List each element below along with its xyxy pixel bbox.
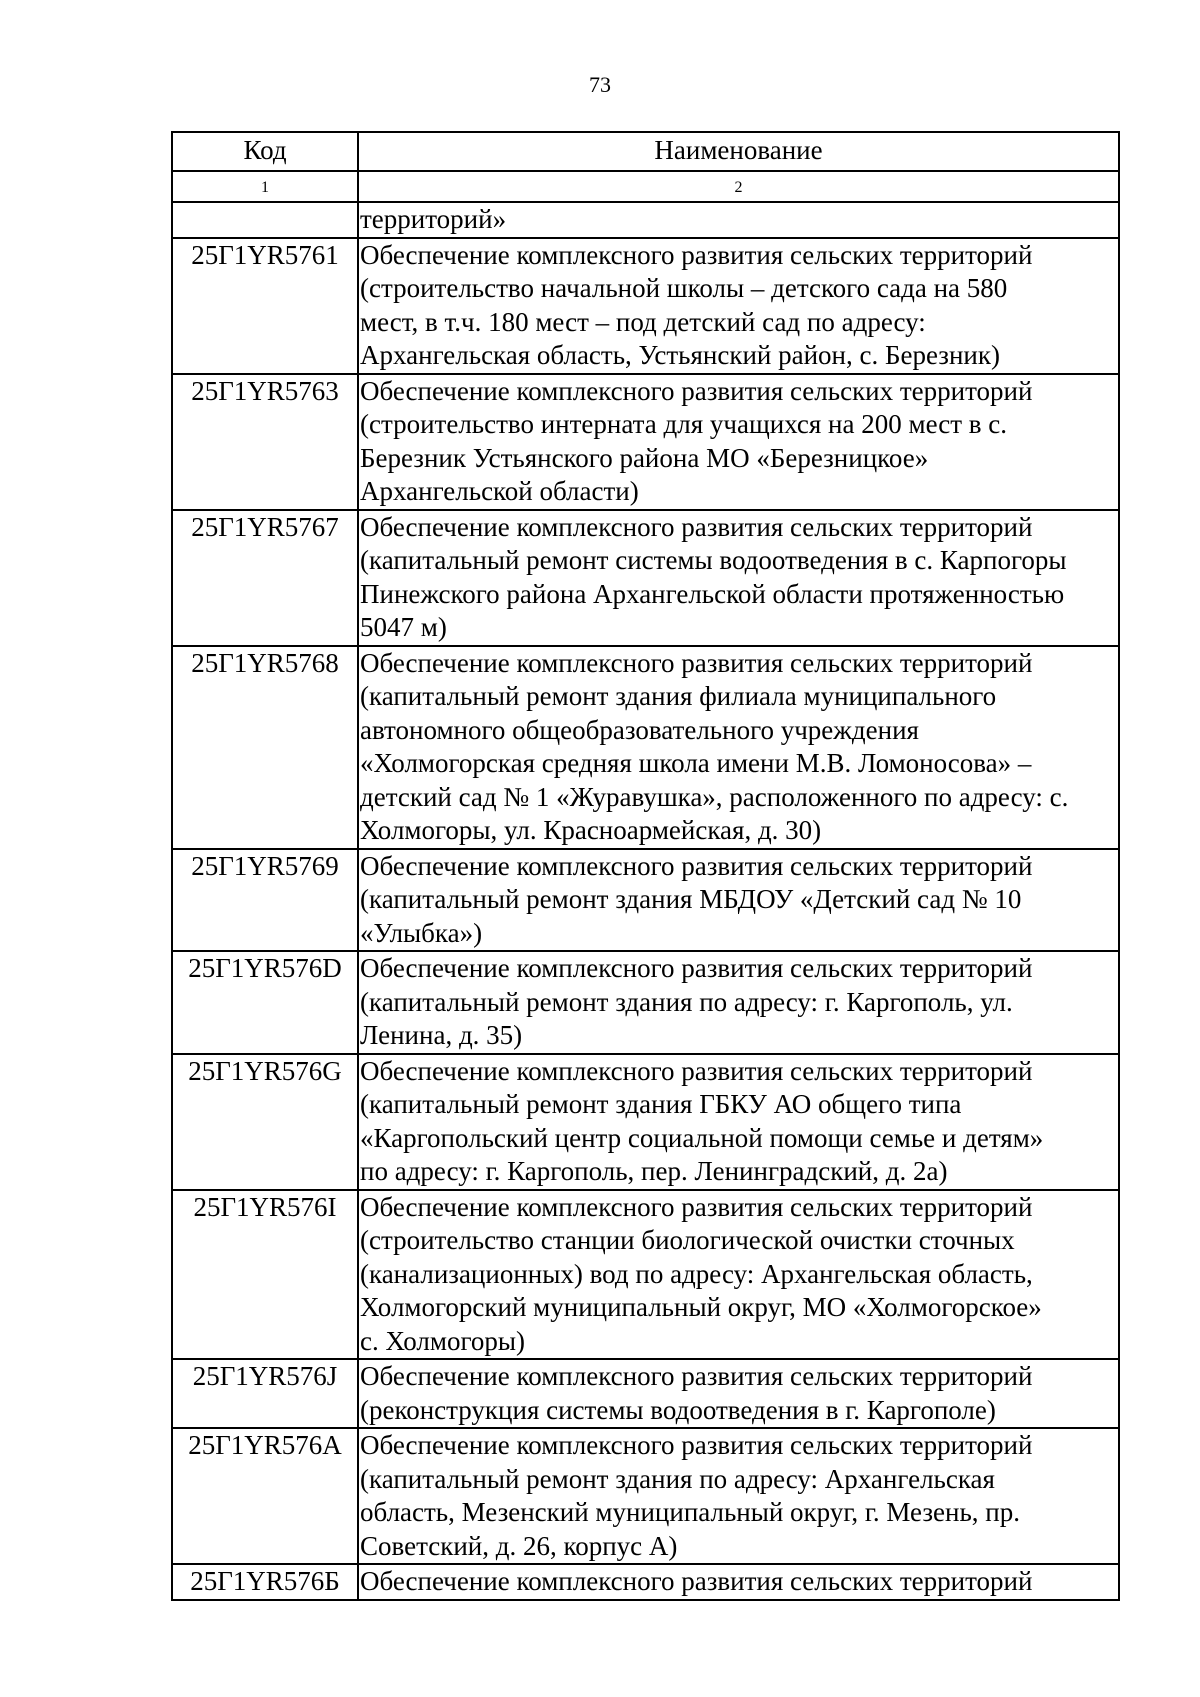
name-line: «Улыбка») (360, 917, 483, 948)
name-line: Обеспечение комплексного развития сельских территорий (360, 1055, 1033, 1086)
code-cell: 25Г1YR576G (172, 1054, 358, 1190)
code-cell: 25Г1YR5768 (172, 646, 358, 849)
code-cell: 25Г1YR5763 (172, 374, 358, 510)
table-row (172, 1190, 1119, 1360)
name-line: Обеспечение комплексного развития сельских территорий (360, 511, 1033, 542)
name-line: по адресу: г. Каргополь, пер. Ленинградский, д. 2а) (360, 1156, 948, 1186)
name-line: 5047 м) (360, 612, 447, 642)
name-line: (капитальный ремонт здания филиала муниципального (360, 681, 997, 711)
name-line: (реконструкция системы водоотведения в г. Каргополе) (360, 1394, 996, 1425)
code-cell: 25Г1YR576Б (172, 1564, 358, 1600)
name-line: Обеспечение комплексного развития сельских территорий (360, 239, 1033, 270)
table-row (172, 1054, 1119, 1190)
name-line: мест, в т.ч. 180 мест – под детский сад по адресу: (360, 306, 926, 337)
name-cell (358, 951, 1119, 1054)
page-number: 73 (589, 72, 611, 97)
name-line: Обеспечение комплексного развития сельских территорий (360, 953, 1033, 983)
table-row (172, 951, 1119, 1054)
name-line: территорий» (360, 204, 507, 234)
name-line: детский сад № 1 «Журавушка», расположенного по адресу: с. (360, 781, 1069, 812)
code-cell: 25Г1YR576D (172, 951, 358, 1054)
table-body (172, 202, 1119, 1600)
name-line: (канализационных) вод по адресу: Архангельская область, (360, 1258, 1033, 1289)
column-number-2: 2 (358, 171, 1119, 202)
name-line: Архангельская область, Устьянский район, с. Березник) (360, 340, 1000, 370)
name-cell (358, 202, 1119, 238)
code-cell: 25Г1YR5767 (172, 510, 358, 646)
table-row (172, 1428, 1119, 1564)
table-row (172, 849, 1119, 952)
table-row (172, 374, 1119, 510)
name-line: «Холмогорская средняя школа имени М.В. Ломоносова» – (360, 748, 1032, 778)
name-line: Холмогоры, ул. Красноармейская, д. 30) (360, 815, 822, 845)
name-line: Обеспечение комплексного развития сельских территорий (360, 1566, 1033, 1596)
table-row (172, 238, 1119, 374)
name-line: Обеспечение комплексного развития сельских территорий (360, 1191, 1033, 1222)
name-line: (строительство начальной школы – детского сада на 580 (360, 273, 1008, 303)
name-line: (строительство интерната для учащихся на 200 мест в с. (360, 409, 1007, 439)
code-cell: 25Г1YR576I (172, 1190, 358, 1360)
name-line: Обеспечение комплексного развития сельских территорий (360, 1430, 1033, 1460)
name-line: Пинежского района Архангельской области протяженностью (360, 578, 1065, 609)
name-line: автономного общеобразовательного учреждения (360, 714, 919, 745)
code-cell: 25Г1YR5769 (172, 849, 358, 952)
column-number-1: 1 (172, 171, 358, 202)
column-number-row (172, 171, 1119, 202)
name-line: (капитальный ремонт системы водоотведения в с. Карпогоры (360, 545, 1067, 575)
name-line: Березник Устьянского района МО «Березницкое» (360, 442, 929, 473)
name-line: Архангельской области) (360, 476, 639, 506)
name-line: Обеспечение комплексного развития сельских территорий (360, 375, 1033, 406)
code-table (171, 131, 1120, 1601)
name-cell (358, 374, 1119, 510)
header-code: Код (172, 132, 358, 171)
name-line: с. Холмогоры) (360, 1325, 526, 1356)
name-cell (358, 1564, 1119, 1600)
name-line: (капитальный ремонт здания по адресу: г. Каргополь, ул. (360, 986, 1013, 1017)
name-cell (358, 238, 1119, 374)
table-row (172, 1359, 1119, 1428)
name-cell (358, 1190, 1119, 1360)
name-cell (358, 646, 1119, 849)
name-cell (358, 1428, 1119, 1564)
name-line: Обеспечение комплексного развития сельских территорий (360, 647, 1033, 678)
name-line: (строительство станции биологической очистки сточных (360, 1225, 1015, 1255)
table-header-row (172, 132, 1119, 171)
name-cell (358, 1359, 1119, 1428)
name-cell (358, 510, 1119, 646)
code-cell (172, 202, 358, 238)
name-cell (358, 1054, 1119, 1190)
name-line: Ленина, д. 35) (360, 1020, 523, 1050)
header-name: Наименование (358, 132, 1119, 171)
code-cell: 25Г1YR576A (172, 1428, 358, 1564)
table-row (172, 202, 1119, 238)
table-row (172, 1564, 1119, 1600)
table-row (172, 510, 1119, 646)
name-line: (капитальный ремонт здания МБДОУ «Детский сад № 10 (360, 884, 1022, 914)
name-line: Холмогорский муниципальный округ, МО «Холмогорское» (360, 1292, 1042, 1322)
name-line: (капитальный ремонт здания по адресу: Архангельская (360, 1463, 995, 1494)
name-line: область, Мезенский муниципальный округ, г. Мезень, пр. (360, 1497, 1020, 1527)
table-row (172, 646, 1119, 849)
name-cell (358, 849, 1119, 952)
code-cell: 25Г1YR5761 (172, 238, 358, 374)
name-line: Обеспечение комплексного развития сельских территорий (360, 850, 1033, 881)
name-line: Советский, д. 26, корпус А) (360, 1530, 678, 1561)
name-line: (капитальный ремонт здания ГБКУ АО общего типа (360, 1089, 962, 1119)
name-line: «Каргопольский центр социальной помощи семье и детям» (360, 1122, 1044, 1153)
name-line: Обеспечение комплексного развития сельских территорий (360, 1361, 1033, 1391)
code-cell: 25Г1YR576J (172, 1359, 358, 1428)
